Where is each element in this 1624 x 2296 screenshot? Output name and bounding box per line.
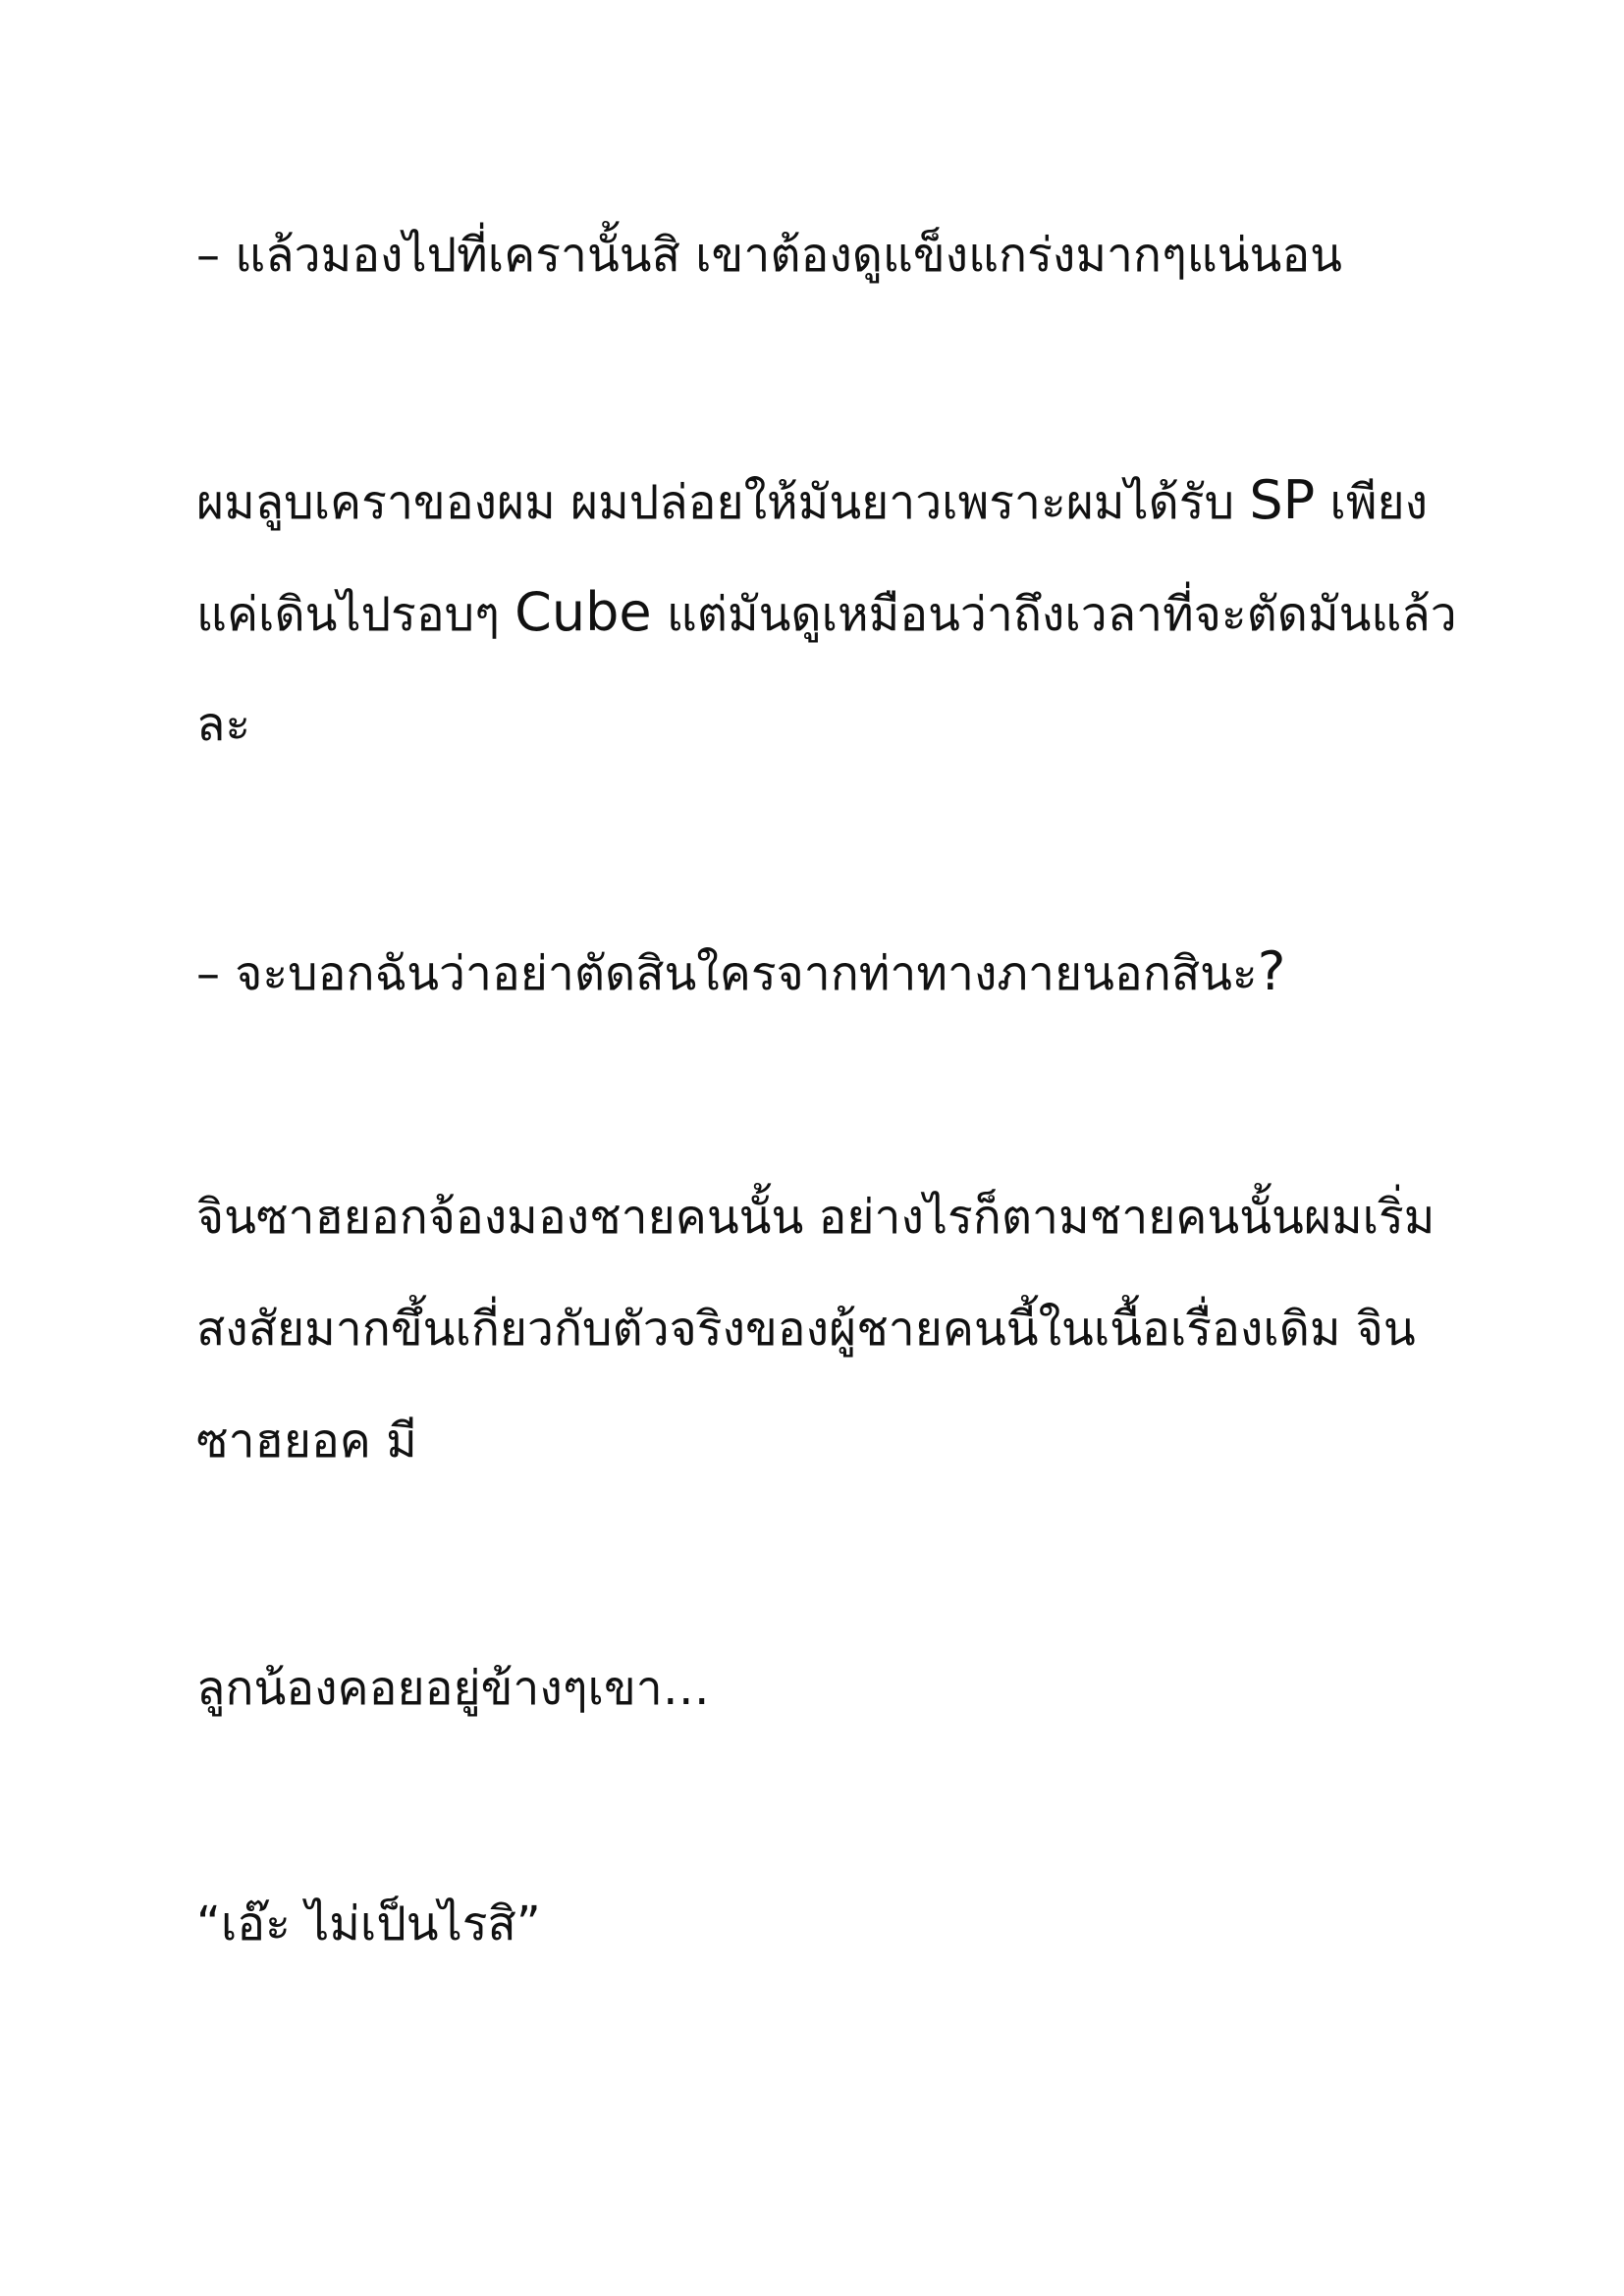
paragraph-4-line-3: ซาฮยอค มี bbox=[196, 1414, 417, 1468]
text-run: ผมลูบเคราของผม ผมปล่อยให้มันยาวเพราะผมได้รับ bbox=[196, 475, 1250, 530]
paragraph-2-line-2 bbox=[196, 581, 1473, 646]
paragraph-1-line-1: – แล้วมองไปที่เครานั้นสิ เขาต้องดูแข็งแกร่งมากๆแน่นอน bbox=[196, 228, 1342, 283]
paragraph-5-line-1: ลูกน้องคอยอยู่ข้างๆเขา… bbox=[196, 1661, 710, 1716]
text-run: แต่มันดูเหมือนว่าถึงเวลาที่จะตัดมันแล้ว bbox=[651, 587, 1457, 642]
text-run-latin: ? bbox=[1257, 940, 1286, 1002]
text-run-latin: SP bbox=[1249, 469, 1316, 531]
paragraph-6-line-1: “เอ๊ะ ไม่เป็นไรสิ” bbox=[196, 1896, 541, 1951]
text-run-latin: Cube bbox=[514, 581, 652, 643]
text-run: เพียง bbox=[1315, 475, 1429, 530]
paragraph-2-line-3: ละ bbox=[196, 697, 251, 752]
text-run: – จะบอกฉันว่าอย่าตัดสินใครจากท่าทางภายนอกสินะ bbox=[196, 946, 1258, 1001]
text-run: แค่เดินไปรอบๆ bbox=[196, 587, 515, 642]
paragraph-2-line-1 bbox=[196, 469, 1473, 534]
paragraph-3-line-1 bbox=[196, 940, 1473, 1005]
paragraph-4-line-2: สงสัยมากขึ้นเกี่ยวกับตัวจริงของผู้ชายคนนี้ในเนื้อเรื่องเดิม จิน bbox=[196, 1302, 1416, 1357]
paragraph-4-line-1: จินซาฮยอกจ้องมองชายคนนั้น อย่างไรก็ตามชายคนนั้นผมเริ่ม bbox=[196, 1190, 1435, 1245]
